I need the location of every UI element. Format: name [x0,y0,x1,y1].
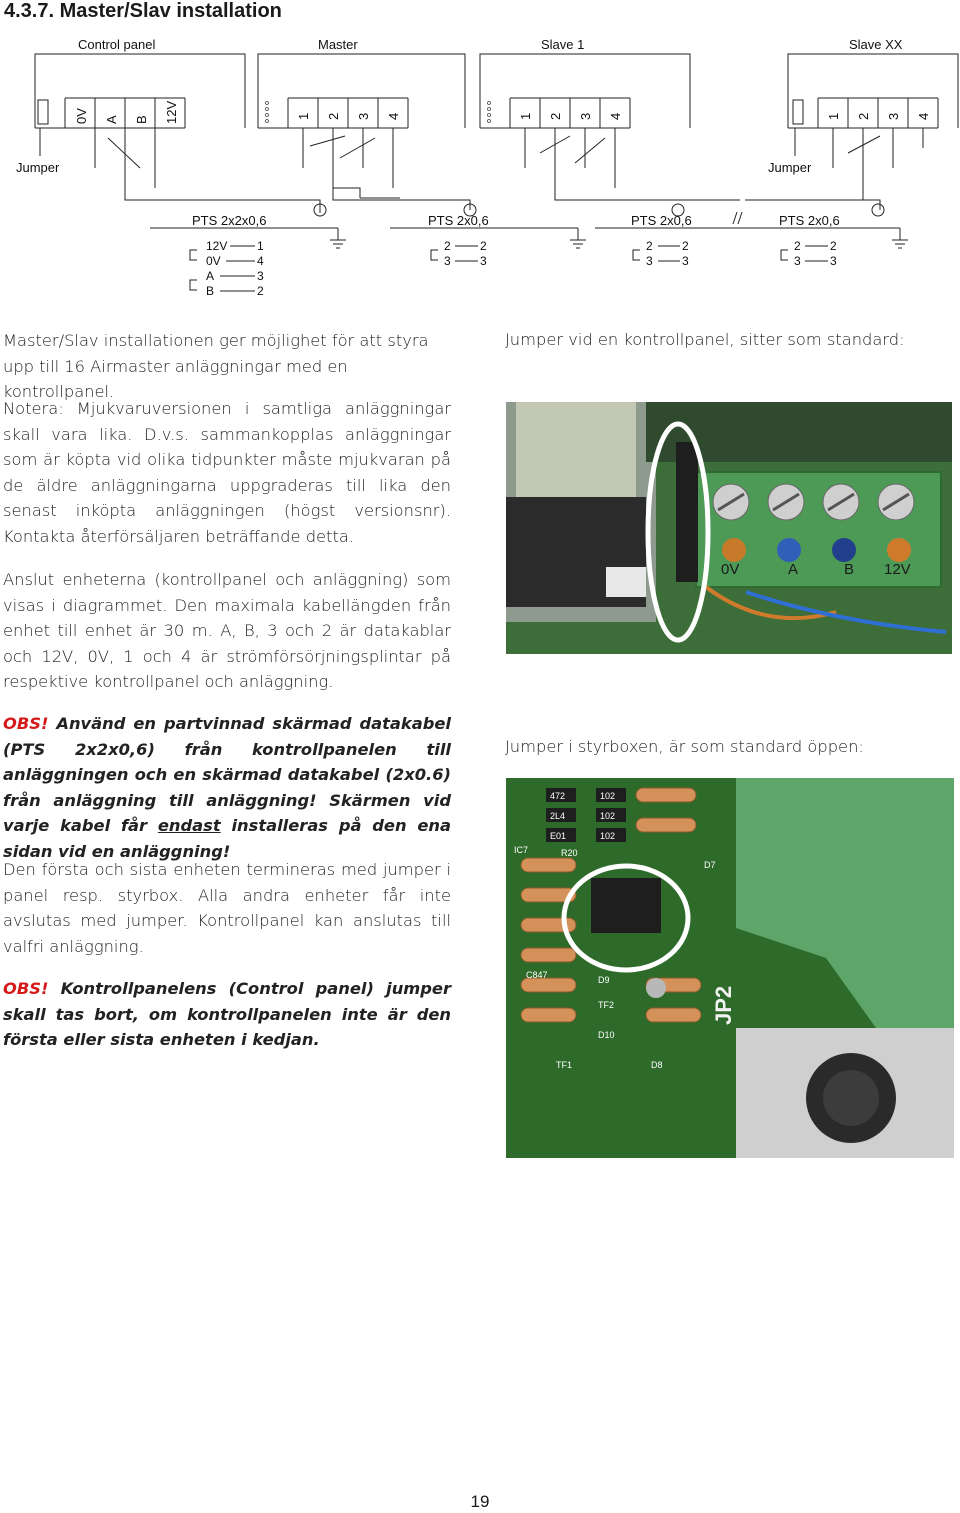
photo-label: 0V [721,561,740,578]
terminal-label: 3 [356,112,371,120]
cable-label: PTS 2x0,6 [779,213,840,228]
pcb-label: IC7 [514,845,529,855]
terminal-label: 2 [326,112,341,120]
map-label: 3 [794,254,801,268]
unit-label: Control panel [78,37,156,52]
map-label: 3 [444,254,451,268]
warning-text: Kontrollpanelens (Control panel) jumper skall tas bort, om kontrollpanelen inte är den första eller sista enheten i kedjan. [3,979,451,1050]
cable-label: PTS 2x2x0,6 [192,213,267,228]
pcb-label: C847 [526,970,548,980]
map-label: A [206,269,215,283]
map-label: 2 [646,239,653,253]
photo-label: A [788,561,799,578]
terminal-label: 4 [916,112,931,120]
map-label: 2 [444,239,451,253]
terminal-label: 3 [886,112,901,120]
terminal-label: 12V [164,100,179,124]
terminal-label: 2 [548,112,563,120]
page-number: 19 [470,1492,490,1511]
pcb-label: JP2 [711,985,736,1025]
terminal-label: 1 [296,112,311,120]
photo2-caption: Jumper i styrboxen, är som standard öppen: [505,737,864,756]
map-label: 3 [682,254,689,268]
pcb-label: 472 [550,791,566,801]
pcb-label: 102 [600,791,616,801]
pcb-label: TF2 [598,1000,615,1010]
control-box-jumper-photo [506,778,954,1158]
photo-label: 12V [884,561,911,578]
terminal-label: 1 [518,112,533,120]
unit-label: Slave XX [849,37,903,52]
unit-label: Master [318,37,358,52]
intro-paragraph: Master/Slav installationen ger möjlighet för att styra upp till 16 Airmaster anläggningar med en kontrollpanel. [3,331,429,402]
map-label: 0V [206,254,221,268]
pcb-label: D7 [704,860,716,870]
terminal-label: B [134,115,149,124]
pcb-label: D8 [651,1060,663,1070]
map-label: 2 [480,239,487,253]
warning-emphasis: endast [157,816,221,836]
warning-text: Använd en partvinnad skärmad datakabel (PTS 2x2x0,6) från kontrollpanelen till anläggningen och en skärmad datakabel (2x0.6) från anläggning till anläggning! Skärmen vid varje kabel får [3,714,451,836]
terminal-label: A [104,115,119,124]
map-label: 2 [257,284,264,298]
cable-label: PTS 2x0,6 [428,213,489,228]
map-label: B [206,284,215,298]
terminal-label: 3 [578,112,593,120]
map-label: 12V [206,239,228,253]
warning-paragraph [3,711,451,865]
pcb-label: 102 [600,811,616,821]
pcb-label: E01 [550,831,567,841]
wiring-diagram [0,28,960,303]
map-label: 2 [830,239,837,253]
map-label: 3 [257,269,264,283]
terminal-label: 4 [386,112,401,120]
map-label: 3 [480,254,487,268]
obs-label: OBS! [3,714,49,733]
jumper-label: Jumper [16,160,60,175]
map-label: 4 [257,254,264,268]
note-paragraph: Notera: Mjukvaruversionen i samtliga anläggningar skall vara lika. D.v.s. sammankopplas anläggningar som är köpta vid olika tidpunkter måste mjukvaran på de äldre anläggningarna uppgraderas till lika den senast inköpta anläggningen (högst versionsnr). Kontakta återförsäljaren beträffande detta. [3,399,451,546]
jumper-label: Jumper [768,160,812,175]
photo1-caption: Jumper vid en kontrollpanel, sitter som standard: [505,330,905,349]
terminal-label: 4 [608,112,623,120]
map-label: 2 [794,239,801,253]
pcb-label: TF1 [556,1060,573,1070]
pcb-label: R20 [561,848,578,858]
control-panel-jumper-photo [506,402,952,654]
connect-paragraph: Anslut enheterna (kontrollpanel och anläggning) som visas i diagrammet. Den maximala kabellängden från enhet till enhet är 30 m. A, B, 3 och 2 är datakablar och 12V, 0V, 1 och 4 är strömförsörjningsplintar på respektive kontrollpanel och anläggning. [3,570,451,692]
map-label: 1 [257,239,264,253]
obs-label: OBS! [3,979,49,998]
pcb-label: D10 [598,1030,615,1040]
cable-label: PTS 2x0,6 [631,213,692,228]
map-label: 2 [682,239,689,253]
pcb-label: 102 [600,831,616,841]
warning-text: installeras på den ena sidan vid en anläggning! [3,816,451,861]
map-label: 3 [646,254,653,268]
termination-paragraph: Den första och sista enheten termineras med jumper i panel resp. styrbox. Alla andra enheter får inte avslutas med jumper. Kontrollpanel kan anslutas till valfri anläggning. [3,860,451,956]
terminal-label: 0V [74,108,89,124]
photo-label: B [844,561,855,578]
map-label: 3 [830,254,837,268]
terminal-label: 2 [856,112,871,120]
unit-label: Slave 1 [541,37,585,52]
terminal-label: 1 [826,112,841,120]
warning-paragraph-2 [3,976,451,1053]
pcb-label: 2L4 [550,811,566,821]
pcb-label: D9 [598,975,610,985]
section-heading: 4.3.7. Master/Slav installation [4,0,282,22]
